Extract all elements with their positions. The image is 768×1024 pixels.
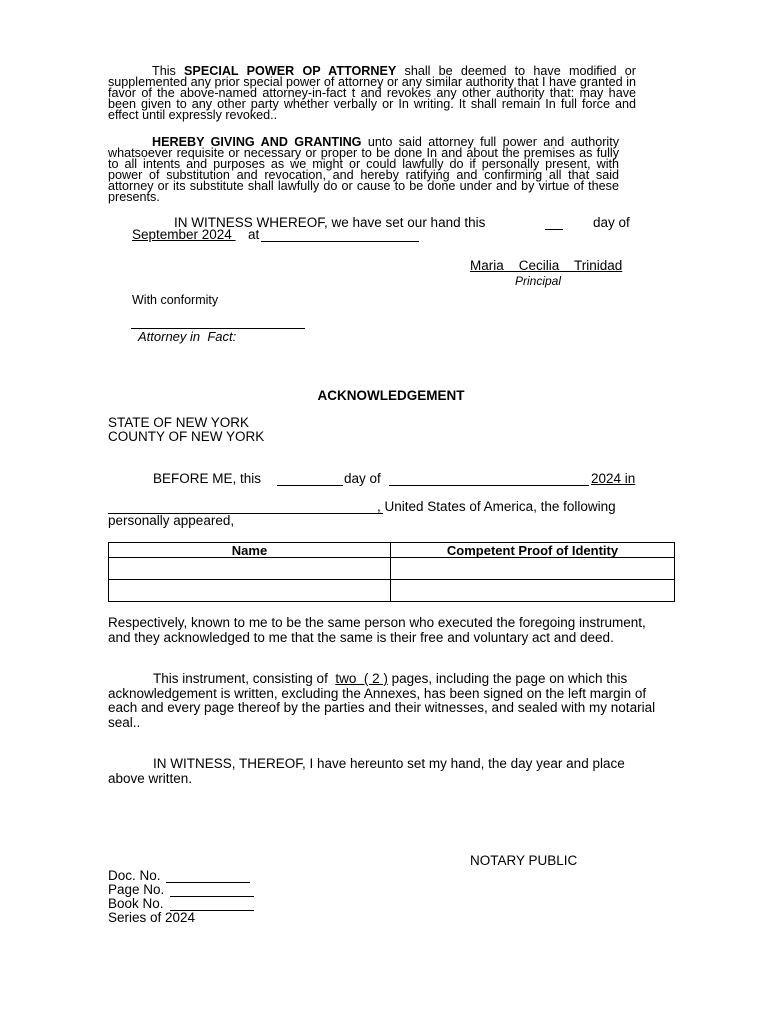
witness-day-of: day of bbox=[593, 215, 630, 230]
p2-bold: HEREBY GIVING AND GRANTING bbox=[152, 135, 362, 149]
poa-paragraph-1 bbox=[108, 66, 636, 121]
poa-paragraph-2 bbox=[108, 137, 619, 203]
proof-cell bbox=[391, 558, 675, 580]
before-me-month-blank bbox=[389, 485, 589, 486]
witness-date: September 2024 bbox=[132, 227, 236, 242]
doc-no: Doc. No. bbox=[108, 868, 161, 883]
proof-cell bbox=[391, 580, 675, 602]
p1-lead: This bbox=[152, 64, 185, 78]
principal-name: Maria Cecilia Trinidad bbox=[470, 258, 623, 273]
instrument-lead: This instrument, consisting of bbox=[153, 671, 336, 686]
day-blank bbox=[545, 229, 563, 230]
principal-label: Principal bbox=[515, 274, 562, 288]
name-column-header: Name bbox=[109, 543, 391, 558]
respectively-paragraph: Respectively, known to me to be the same person who executed the foregoing instrument, and they acknowledged to me that the same is their free and voluntary act and deed. bbox=[108, 615, 646, 645]
county-line: COUNTY OF NEW YORK bbox=[108, 429, 265, 444]
state-line: STATE OF NEW YORK bbox=[108, 415, 250, 430]
acknowledgement-title: ACKNOWLEDGEMENT bbox=[317, 388, 465, 403]
table-row bbox=[109, 580, 675, 602]
document-page: This SPECIAL POWER OP ATTORNEY shall be deemed to have modified or supplemented any prior special power of attorney or any similar authority that I have granted in favor of the above-named attorney-in-fact t and revokes any other authority that: may have been given to any other party whether verbally or In writing. It shall remain In full force and effect until expressly revoked.. HEREBY GIVING AND GRANTING unto said attorney full power and authority whatsoever requisite or necessary or proper to be done In and about the premises as fully to all intents and purposes as we might or could lawfully do if personally present, with power of substitution and revocation, and hereby ratifying and confirming all that said attorney or its substitute shall lawfully do or cause to be done under and by virtue of these presents. IN WITNESS WHEREOF, we have set our hand this day of September 2024 at Maria Cecilia Trinidad Principal With conformity Attorney in Fact: ACKNOWLEDGEMENT STATE OF NEW YORK COUNTY OF NEW YORK BEFORE ME, this day of 2024 in , United States of America, the following personally appeared, Name Competent Proof of Identity Respectively, known to me to be the same person who executed the foregoing instrument, and they acknowledged to me that the same is their free and voluntary act and deed. This instrument, consisting of two ( 2 ) pages, including the page on which this acknowledgement is written, excluding the Annexes, has been signed on the left margin of each and every page thereof by the parties and their witnesses, and sealed with my notarial seal.. IN WITNESS, THEREOF, I have hereunto set my hand, the day year and place above written. NOTARY PUBLIC Doc. No. Page No. Book No. Series of 2024 bbox=[0, 0, 768, 1024]
place-blank bbox=[261, 241, 419, 242]
pages-count: two ( 2 ) bbox=[335, 671, 388, 686]
before-me-day-of: day of bbox=[344, 471, 381, 486]
with-conformity: With conformity bbox=[132, 293, 219, 307]
proof-column-header: Competent Proof of Identity bbox=[391, 543, 675, 558]
table-row bbox=[109, 558, 675, 580]
before-me-year: 2024 in bbox=[591, 471, 636, 486]
attorney-in-fact-label: Attorney in Fact: bbox=[138, 329, 237, 344]
page-no: Page No. bbox=[108, 882, 165, 897]
series-line: Series of 2024 bbox=[108, 910, 196, 925]
before-me-text: BEFORE ME, this bbox=[153, 471, 262, 486]
p1-rest: shall be deemed to have modified or supplemented any prior special power of attorney or any similar authority that I have granted in favor of the above-named attorney-in-fact t and revokes any other authority that: may have been given to any other party whether verbally or In writing. It shall remain In full force and effect until expressly revoked.. bbox=[108, 64, 637, 122]
name-cell bbox=[109, 580, 391, 602]
instrument-paragraph bbox=[108, 672, 676, 730]
table-header-row bbox=[109, 543, 675, 558]
notary-public: NOTARY PUBLIC bbox=[470, 853, 578, 868]
identity-table bbox=[108, 542, 675, 602]
witness-whereof-text: IN WITNESS WHEREOF, we have set our hand this bbox=[174, 215, 486, 230]
name-cell bbox=[109, 558, 391, 580]
instrument-rest: pages, including the page on which this acknowledgement is written, excluding the Annexes, has been signed on the left margin of each and every page thereof by the parties and their witnesses, and sealed with my notarial seal.. bbox=[108, 671, 656, 730]
p2-rest: unto said attorney full power and authority whatsoever requisite or necessary or proper to be done In and about the premises as fully to all intents and purposes as we might or could lawfully do if personally present, with power of substitution and revocation, and hereby ratifying and confirming all that said attorney or its substitute shall lawfully do or cause to be done under and by virtue of these presents. bbox=[108, 135, 620, 204]
book-no: Book No. bbox=[108, 896, 164, 911]
before-me-day-blank bbox=[277, 485, 343, 486]
usa-text: United States of America, the following bbox=[384, 499, 616, 514]
p1-bold: SPECIAL POWER OP ATTORNEY bbox=[184, 64, 397, 78]
witness-at: at bbox=[248, 227, 260, 242]
page-no-blank bbox=[170, 896, 254, 897]
personally-appeared: personally appeared, bbox=[108, 513, 235, 528]
witness-thereof-paragraph: IN WITNESS, THEREOF, I have hereunto set my hand, the day year and place above written. bbox=[108, 756, 625, 786]
doc-no-blank bbox=[166, 882, 250, 883]
